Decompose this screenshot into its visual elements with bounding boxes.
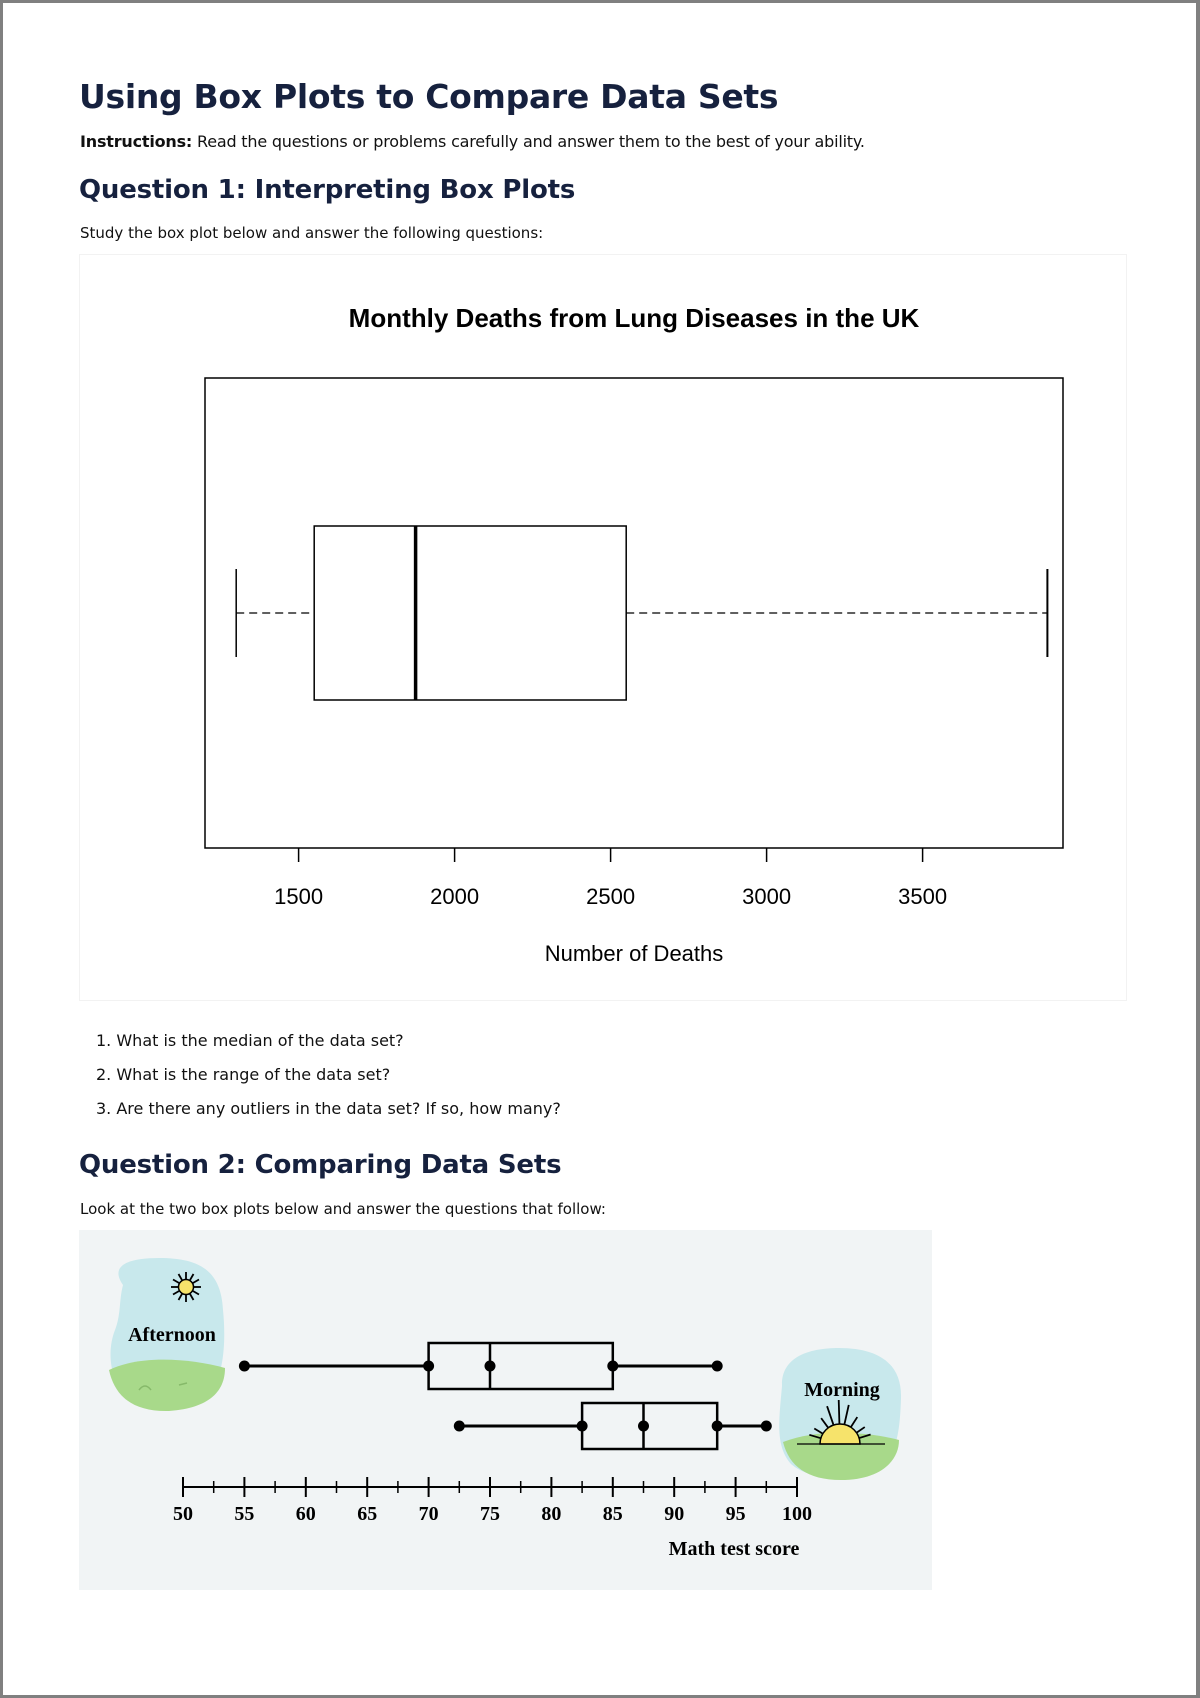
question1-description: Study the box plot below and answer the following questions: (80, 224, 544, 242)
x-tick-label: 2000 (430, 884, 480, 909)
x-tick-label: 2500 (586, 884, 636, 909)
x-tick-label: 85 (602, 1503, 623, 1525)
question1-list (96, 1031, 796, 1133)
iqr-box (429, 1343, 613, 1389)
question1-heading: Question 1: Interpreting Box Plots (79, 175, 576, 205)
instructions-label: Instructions: (80, 132, 193, 151)
data-point (712, 1421, 723, 1432)
morning-label: Morning (804, 1379, 880, 1401)
list-item: 3. Are there any outliers in the data set? If so, how many? (96, 1099, 561, 1118)
x-tick-label: 80 (541, 1503, 562, 1525)
data-point (454, 1421, 465, 1432)
chart1-boxplot (80, 255, 1126, 1000)
chart2-boxplots (79, 1230, 932, 1590)
data-point (239, 1361, 250, 1372)
sun-ray (839, 1400, 840, 1426)
data-point (485, 1361, 496, 1372)
worksheet-page (3, 3, 1196, 1695)
chart1-container (79, 254, 1127, 1001)
list-item: 2. What is the range of the data set? (96, 1065, 391, 1084)
data-point (607, 1361, 618, 1372)
x-tick-label: 65 (357, 1503, 378, 1525)
x-axis-label: Number of Deaths (544, 941, 724, 966)
x-tick-label: 55 (234, 1503, 255, 1525)
x-tick-label: 60 (295, 1503, 316, 1525)
x-tick-label: 3000 (742, 884, 792, 909)
x-axis-label: Math test score (668, 1538, 800, 1560)
question2-description: Look at the two box plots below and answer the questions that follow: (80, 1200, 606, 1218)
data-point (638, 1421, 649, 1432)
afternoon-illustration (109, 1258, 225, 1411)
x-tick-label: 1500 (274, 884, 324, 909)
data-point (577, 1421, 588, 1432)
x-tick-label: 100 (782, 1503, 812, 1525)
instructions-text: Read the questions or problems carefully and answer them to the best of your ability. (197, 132, 865, 151)
sun-disc (179, 1280, 194, 1295)
afternoon-label: Afternoon (128, 1324, 216, 1346)
x-tick-label: 70 (418, 1503, 439, 1525)
instructions (80, 132, 865, 151)
chart2-container (79, 1230, 932, 1590)
x-tick-label: 3500 (898, 884, 948, 909)
data-point (712, 1361, 723, 1372)
question2-heading: Question 2: Comparing Data Sets (79, 1150, 562, 1180)
x-tick-label: 50 (173, 1503, 193, 1525)
morning-illustration (779, 1348, 901, 1480)
chart-title: Monthly Deaths from Lung Diseases in the UK (348, 303, 920, 333)
x-tick-label: 90 (664, 1503, 685, 1525)
page-title: Using Box Plots to Compare Data Sets (79, 77, 779, 116)
iqr-box (314, 526, 626, 700)
list-item: 1. What is the median of the data set? (96, 1031, 404, 1050)
x-tick-label: 75 (480, 1503, 500, 1525)
afternoon-grass (109, 1360, 225, 1411)
data-point (423, 1361, 434, 1372)
data-point (761, 1421, 772, 1432)
x-tick-label: 95 (725, 1503, 746, 1525)
iqr-box (582, 1403, 717, 1449)
